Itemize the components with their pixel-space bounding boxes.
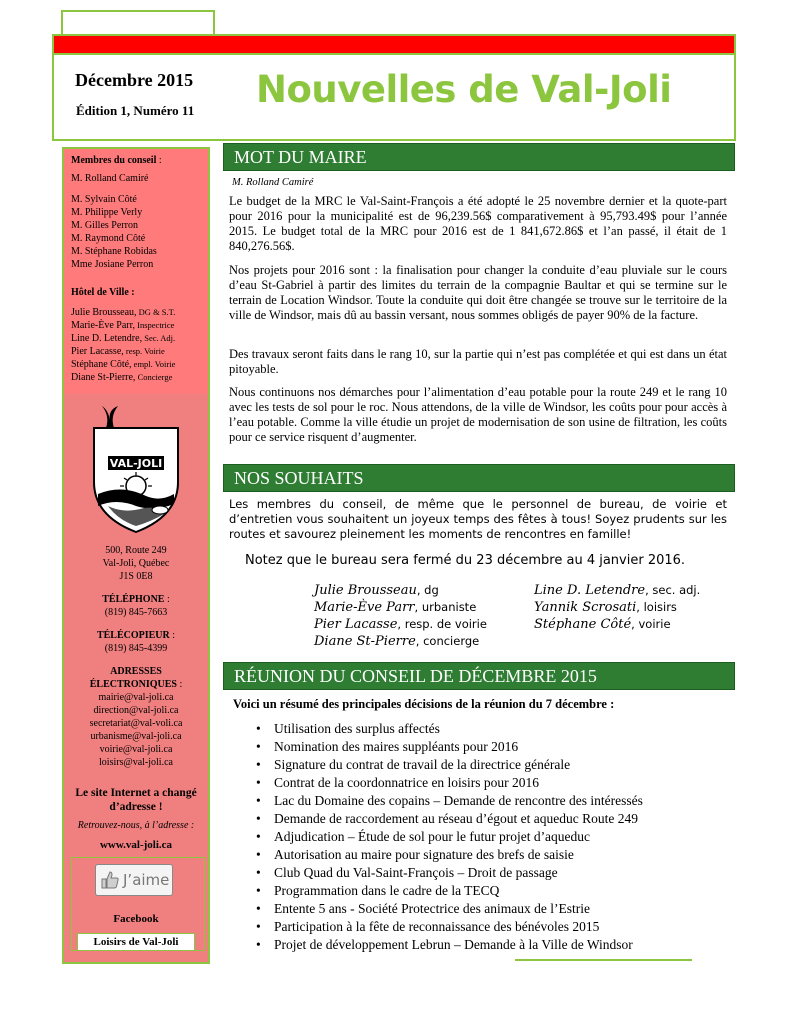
staff-list <box>71 306 175 384</box>
address-line: Val-Joli, Québec <box>102 558 170 569</box>
signature: Julie Brousseau, dg <box>314 583 439 598</box>
facebook-label: Facebook <box>113 913 159 925</box>
section-heading-reunion: RÉUNION DU CONSEIL DE DÉCEMBRE 2015 <box>223 662 735 690</box>
svg-text:VAL-JOLI: VAL-JOLI <box>109 457 163 470</box>
council-members-list <box>71 193 157 271</box>
town-hall-heading: Hôtel de Ville : <box>71 287 135 298</box>
council-member: M. Stéphane Robidas <box>71 246 157 257</box>
list-item: • Programmation dans le cadre de la TECQ <box>252 882 722 900</box>
website-note: Retrouvez-nous, à l’adresse : <box>77 820 195 831</box>
issue-number: Édition 1, Numéro 11 <box>76 103 195 118</box>
municipal-crest-icon <box>64 394 208 544</box>
signature: Diane St-Pierre, concierge <box>314 634 480 649</box>
email-link[interactable]: urbanisme@val-joli.ca <box>90 731 182 742</box>
email-link[interactable]: voirie@val-joli.ca <box>99 744 173 755</box>
address-line: 500, Route 249 <box>105 545 167 556</box>
website-changed-notice: Le site Internet a changé d’adresse ! <box>75 787 197 813</box>
decisions-list <box>252 720 722 954</box>
phone-label: TÉLÉPHONE : <box>102 594 170 605</box>
footer-divider <box>515 959 692 961</box>
signature: Line D. Letendre, sec. adj. <box>534 583 701 598</box>
council-heading: Membres du conseil : <box>71 155 162 166</box>
list-item: • Demande de raccordement au réseau d’égout et aqueduc Route 249 <box>252 810 722 828</box>
thumbs-up-icon <box>100 870 120 894</box>
website-link[interactable]: www.val-joli.ca <box>99 839 173 851</box>
fax-label: TÉLÉCOPIEUR : <box>96 630 176 641</box>
council-member: M. Raymond Côté <box>71 233 146 244</box>
list-item: • Adjudication – Étude de sol pour le futur projet d’aqueduc <box>252 828 722 846</box>
list-item: • Utilisation des surplus affectés <box>252 720 722 738</box>
like-button[interactable] <box>95 864 173 896</box>
staff-member: Pier Lacasse, resp. Voirie <box>71 346 165 357</box>
staff-member: Julie Brousseau, DG & S.T. <box>71 307 176 318</box>
address-line: J1S 0E8 <box>119 571 153 582</box>
email-label: ADRESSES <box>110 666 162 677</box>
mayor-paragraph: Nous continuons nos démarches pour l’alimentation d’eau potable pour la route 249 et le rang 10 avec les tests de sol pour le roc. Nous attendons, de la ville de Windsor, les coûts pour pour accès à l’eau potable. Comme la ville étudie un projet de modernisation de son usine de filtration, les coûts pour ce service risquent d’augmenter. <box>229 385 727 444</box>
signature: Pier Lacasse, resp. de voirie <box>314 617 487 632</box>
loisirs-link[interactable]: Loisirs de Val-Joli <box>77 933 195 951</box>
list-item: • Nomination des maires suppléants pour 2016 <box>252 738 722 756</box>
staff-member: Stéphane Côté, empl. Voirie <box>71 359 176 370</box>
list-item: • Lac du Domaine des copains – Demande de rencontre des intéressés <box>252 792 722 810</box>
article-author: M. Rolland Camiré <box>232 177 314 188</box>
office-closure-notice: Notez que le bureau sera fermé du 23 décembre au 4 janvier 2016. <box>245 553 686 568</box>
list-item: • Signature du contrat de travail de la directrice générale <box>252 756 722 774</box>
phone-number: (819) 845-7663 <box>104 607 168 618</box>
email-link[interactable]: direction@val-joli.ca <box>93 705 179 716</box>
newsletter-title: Nouvelles de Val-Joli <box>256 68 672 111</box>
list-item: • Participation à la fête de reconnaissance des bénévoles 2015 <box>252 918 722 936</box>
mayor-name: M. Rolland Camiré <box>71 173 149 184</box>
email-link[interactable]: secretariat@val-voli.ca <box>89 718 183 729</box>
meeting-intro: Voici un résumé des principales décisions de la réunion du 7 décembre : <box>233 697 615 711</box>
wishes-paragraph: Les membres du conseil, de même que le personnel de bureau, de voirie et d’entretien vous souhaitent un joyeux temps des fêtes à tous! Soyez prudents sur les routes et savourez pleinement les moments de rencontres en famille! <box>229 497 727 541</box>
council-member: M. Gilles Perron <box>71 220 138 231</box>
contact-block <box>64 544 208 769</box>
email-link[interactable]: loisirs@val-joli.ca <box>99 757 173 768</box>
issue-date: Décembre 2015 <box>75 70 194 90</box>
header-red-band <box>52 34 736 55</box>
signature: Yannik Scrosati, loisirs <box>534 600 677 615</box>
list-item: • Autorisation au maire pour signature des brefs de saisie <box>252 846 722 864</box>
mayor-paragraph: Des travaux seront faits dans le rang 10, sur la partie qui n’est pas complétée et qui est dans un état pitoyable. <box>229 347 727 376</box>
fax-number: (819) 845-4399 <box>104 643 168 654</box>
staff-member: Marie-Ève Parr, Inspectrice <box>71 320 175 331</box>
val-joli-logo <box>64 394 208 544</box>
council-member: M. Sylvain Côté <box>71 194 137 205</box>
section-heading-mot-du-maire: MOT DU MAIRE <box>223 143 735 171</box>
like-label: J’aime <box>123 871 170 889</box>
list-item: • Entente 5 ans - Société Protectrice des animaux de l’Estrie <box>252 900 722 918</box>
signature: Marie-Ève Parr, urbaniste <box>314 600 477 615</box>
signature: Stéphane Côté, voirie <box>534 617 671 632</box>
council-member: M. Philippe Verly <box>71 207 143 218</box>
list-item: • Club Quad du Val-Saint-François – Droit de passage <box>252 864 722 882</box>
section-heading-nos-souhaits: NOS SOUHAITS <box>223 464 735 492</box>
list-item: • Projet de développement Lebrun – Demande à la Ville de Windsor <box>252 936 722 954</box>
email-link[interactable]: mairie@val-joli.ca <box>98 692 174 703</box>
staff-member: Line D. Letendre, Sec. Adj. <box>71 333 176 344</box>
council-member: Mme Josiane Perron <box>71 259 154 270</box>
mayor-paragraph: Nos projets pour 2016 sont : la finalisation pour changer la conduite d’eau pluviale sur le cours d’eau St-Gabriel à partir des limites du terrain de la compagnie Baultar et qui se termine sur le terrain de Location Windsor. Toute la conduite qui doit être changée se trouve sur le territoire de la ville de Windsor, mais dû au bassin versant, nous sommes obligés de payer 90% de la facture. <box>229 263 727 322</box>
email-label-2: ÉLECTRONIQUES : <box>89 679 183 690</box>
list-item: • Contrat de la coordonnatrice en loisirs pour 2016 <box>252 774 722 792</box>
staff-member: Diane St-Pierre, Concierge <box>71 372 173 383</box>
mayor-paragraph: Le budget de la MRC le Val-Saint-François a été adopté le 25 novembre dernier et la quote-part pour 2016 pour la municipalité est de 96,239.56$ comparativement à 95,793.49$ pour l’année 2015. Le budget total de la MRC pour 2016 est de 1 841,672.86$ et l’an passé, il était de 1 840,276.56$. <box>229 194 727 253</box>
